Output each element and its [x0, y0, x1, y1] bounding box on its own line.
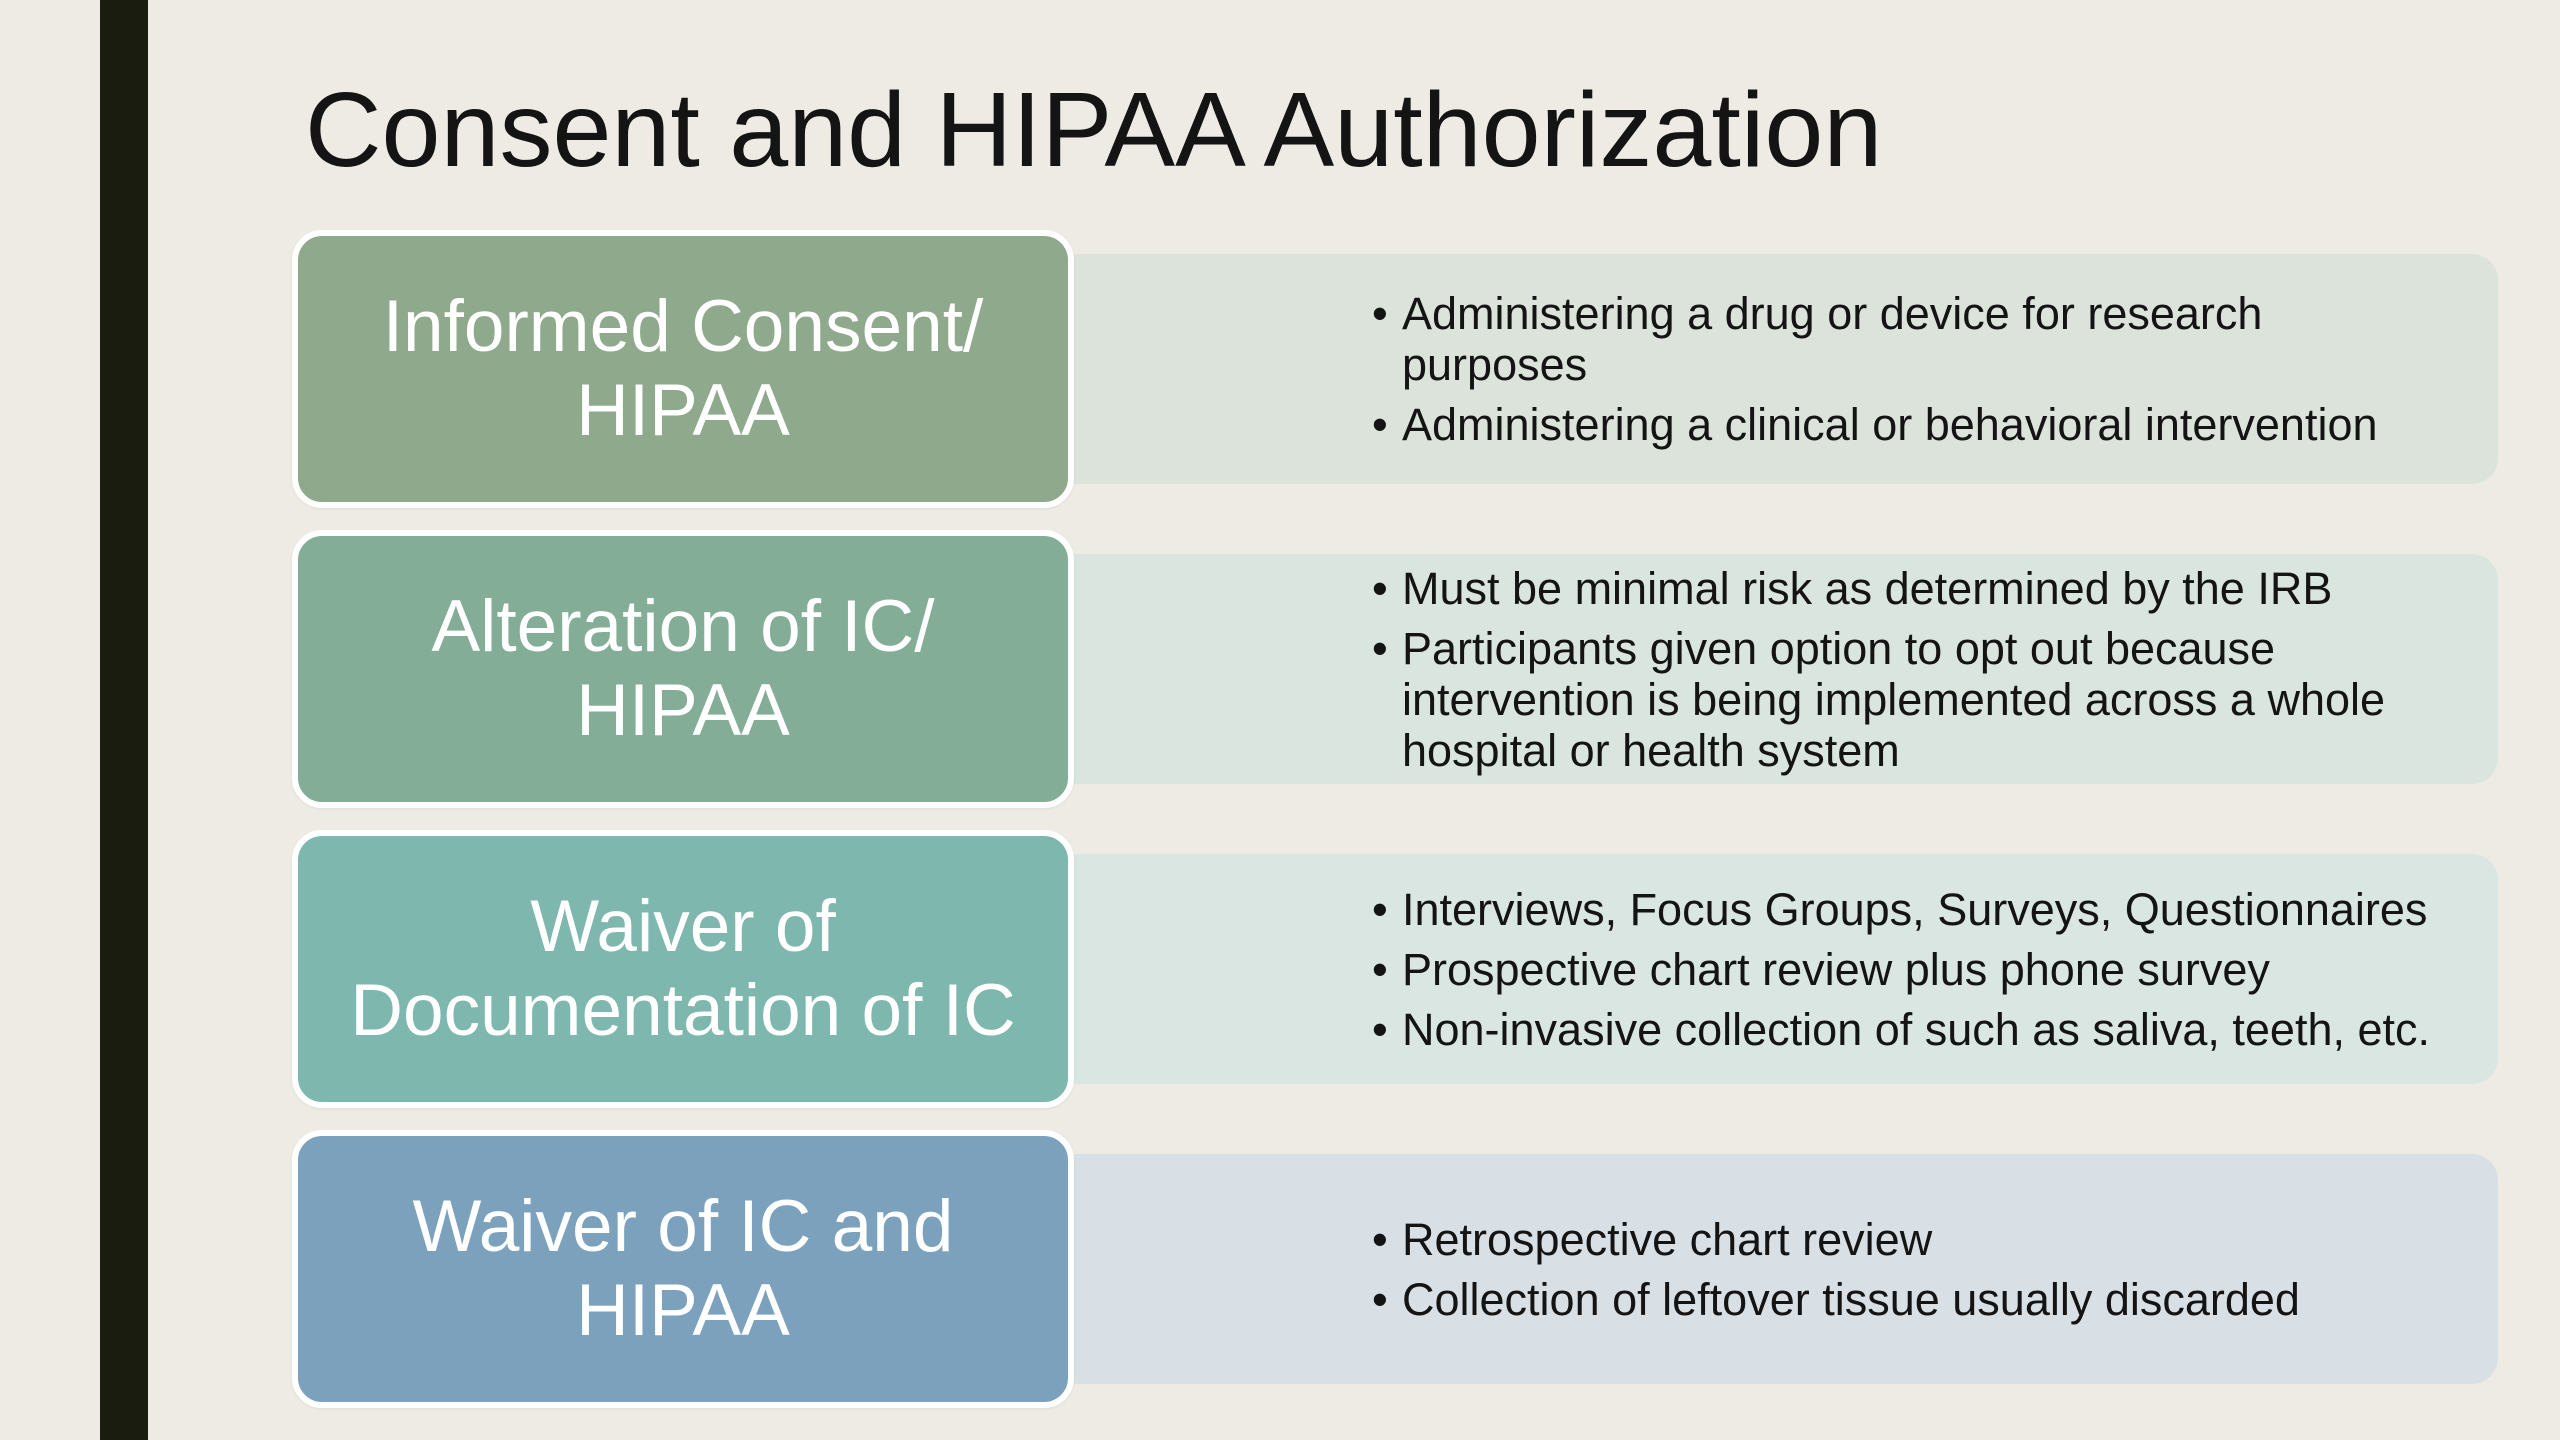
- row-label: Alteration of IC/ HIPAA: [431, 586, 935, 751]
- row-detail-panel: [1052, 254, 2498, 484]
- row-detail-panel: [1052, 554, 2498, 784]
- slide-title: Consent and HIPAA Authorization: [305, 71, 1883, 189]
- bullet-list: [1372, 1205, 2458, 1334]
- bullet-item: • Collection of leftover tissue usually discarded: [1372, 1274, 2458, 1325]
- row-detail-panel: [1052, 854, 2498, 1084]
- bullet-list: [1372, 554, 2458, 785]
- bullet-list: [1372, 279, 2458, 459]
- bullet-item: • Prospective chart review plus phone survey: [1372, 944, 2458, 995]
- bullet-item: • Must be minimal risk as determined by the IRB: [1372, 563, 2458, 614]
- row-label: Informed Consent/ HIPAA: [382, 286, 984, 451]
- row-label-box: [292, 230, 1074, 508]
- bullet-item: • Administering a clinical or behavioral intervention: [1372, 399, 2458, 450]
- row-waiver-ic-hipaa: [292, 1130, 2498, 1408]
- bullet-list: [1372, 875, 2458, 1064]
- row-label: Waiver of IC and HIPAA: [412, 1186, 954, 1351]
- bullet-item: • Participants given option to opt out because intervention is being implemented across a whole hospital or health system: [1372, 623, 2458, 776]
- row-label: Waiver of Documentation of IC: [350, 886, 1016, 1051]
- row-alteration: [292, 530, 2498, 808]
- bullet-item: • Non-invasive collection of such as saliva, teeth, etc.: [1372, 1004, 2458, 1055]
- row-detail-panel: [1052, 1154, 2498, 1384]
- bullet-item: • Retrospective chart review: [1372, 1214, 2458, 1265]
- row-informed-consent: [292, 230, 2498, 508]
- row-label-box: [292, 530, 1074, 808]
- bullet-item: • Interviews, Focus Groups, Surveys, Questionnaires: [1372, 884, 2458, 935]
- row-label-box: [292, 830, 1074, 1108]
- bullet-item: • Administering a drug or device for research purposes: [1372, 288, 2458, 390]
- row-label-box: [292, 1130, 1074, 1408]
- row-waiver-documentation: [292, 830, 2498, 1108]
